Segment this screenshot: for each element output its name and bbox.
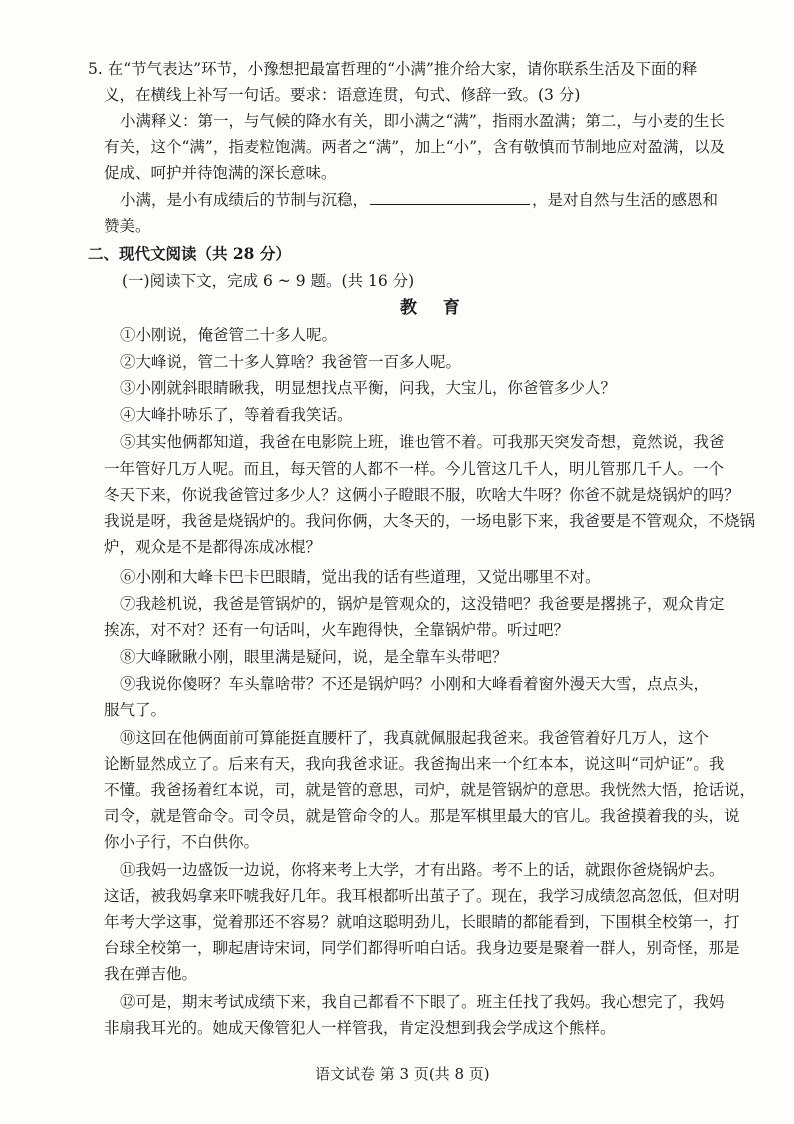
- paragraph-first-line: ④大峰扑哧乐了，等着看我笑话。: [120, 406, 353, 424]
- paragraph-first-line: ⑩这回在他俩面前可算能挺直腰杆了，我真就佩服起我爸来。我爸管着好几万人，这个: [120, 729, 710, 747]
- section-heading: 二、现代文阅读（共 28 分）: [88, 244, 291, 263]
- paragraph-first-line: ③小刚就斜眼睛瞅我，明显想找点平衡，问我，大宝儿，你爸管多少人？: [120, 379, 617, 397]
- paragraph-line: 你小子行，不白供你。: [104, 833, 260, 851]
- paragraph-line: 挨冻，对不对？还有一句话叫，火车跑得快，全靠锅炉带。听过吧？: [104, 621, 570, 639]
- question5-answer-line2: 赞美。: [104, 217, 151, 235]
- question5-line2: 义，在横线上补写一句话。要求：语意连贯，句式、修辞一致。(3 分): [104, 86, 581, 104]
- question5-line1: 5. 在“节气表达”环节，小豫想把最富哲理的“小满”推介给大家，请你联系生活及下面的释: [88, 60, 698, 78]
- paragraph-line: 司令，就是管命令。司令员，就是管命令的人。那是军棋里最大的官儿。我爸摸着我的头，说: [104, 807, 740, 825]
- paragraph-first-line: ⑪我妈一边盛饭一边说，你将来考上大学，才有出路。考不上的话，就跟你爸烧锅炉去。: [120, 861, 725, 879]
- paragraph-first-line: ⑫可是，期末考试成绩下来，我自己都看不下眼了。班主任找了我妈。我心想完了，我妈: [120, 993, 725, 1011]
- paragraph-first-line: ⑧大峰瞅瞅小刚，眼里满是疑问，说，是全靠车头带吧？: [120, 648, 508, 666]
- paragraph-line: 炉，观众是不是都得冻成冰棍？: [104, 538, 322, 556]
- question5-explain1: 小满释义：第一，与气候的降水有关，即小满之“满”，指雨水盈满；第二，与小麦的生长: [120, 112, 725, 130]
- answer-after-text: ，是对自然与生活的感恩和: [532, 191, 719, 209]
- paragraph-line: 非扇我耳光的。她成天像管犯人一样管我，肯定没想到我会学成这个熊样。: [104, 1019, 616, 1037]
- paragraph-line: 我说是呀，我爸是烧锅炉的。我问你俩，大冬天的，一场电影下来，我爸要是不管观众，不烧锅: [104, 512, 756, 530]
- page-footer: 语文试卷 第 3 页(共 8 页): [315, 1065, 490, 1083]
- paragraph-line: 这话，被我妈拿来吓唬我好几年。我耳根都听出茧子了。现在，我学习成绩忽高忽低，但对明: [104, 887, 740, 905]
- paragraph-line: 服气了。: [104, 701, 167, 719]
- answer-blank[interactable]: [370, 190, 530, 205]
- paragraph-first-line: ①小刚说，俺爸管二十多人呢。: [120, 326, 338, 344]
- paragraph-first-line: ⑤其实他俩都知道，我爸在电影院上班，谁也管不着。可我那天突发奇想，竟然说，我爸: [120, 433, 725, 451]
- question5-explain2: 有关，这个“满”，指麦粒饱满。两者之“满”，加上“小”，含有敬慎而节制地应对盈满，以及: [104, 138, 726, 156]
- paragraph-line: 年考大学这事，觉着那还不容易？就咱这聪明劲儿，长眼睛的都能看到，下围棋全校第一，打: [104, 913, 740, 931]
- answer-before-text: 小满，是小有成绩后的节制与沉稳，: [120, 191, 369, 209]
- paragraph-line: 我在弹吉他。: [104, 965, 198, 983]
- paragraph-line: 一年管好几万人呢。而且，每天管的人都不一样。今儿管这几千人，明儿管那几千人。一个: [104, 460, 725, 478]
- paragraph-first-line: ⑨我说你傻呀？车头靠啥带？不还是锅炉吗？小刚和大峰看着窗外漫天大雪，点点头，: [120, 675, 710, 693]
- paragraph-line: 冬天下来，你说我爸管过多少人？这俩小子瞪眼不服，吹啥大牛呀？你爸不就是烧锅炉的吗？: [104, 486, 740, 504]
- paragraph-line: 台球全校第一，聊起唐诗宋词，同学们都得听咱白话。我身边要是聚着一群人，别奇怪，那是: [104, 939, 740, 957]
- paragraph-first-line: ⑥小刚和大峰卡巴卡巴眼睛，觉出我的话有些道理，又觉出哪里不对。: [120, 568, 601, 586]
- question5-explain3: 促成、呵护并待饱满的深长意味。: [104, 164, 337, 182]
- paragraph-line: 论断显然成立了。后来有天，我向我爸求证。我爸掏出来一个红本本，说这叫“司炉证”。我: [104, 755, 725, 773]
- paragraph-line: 不懂。我爸扬着红本说，司，就是管的意思，司炉，就是管锅炉的意思。我恍然大悟，抢话说，: [104, 781, 756, 799]
- reading-subheading: (一)阅读下文，完成 6 ~ 9 题。(共 16 分): [122, 272, 415, 290]
- paragraph-first-line: ②大峰说，管二十多人算啥？我爸管一百多人呢。: [120, 353, 462, 371]
- paragraph-first-line: ⑦我趁机说，我爸是管锅炉的，锅炉是管观众的，这没错吧？我爸要是撂挑子，观众肯定: [120, 595, 725, 613]
- question5-answer-line: [120, 189, 718, 211]
- article-title: 教 育: [400, 298, 470, 318]
